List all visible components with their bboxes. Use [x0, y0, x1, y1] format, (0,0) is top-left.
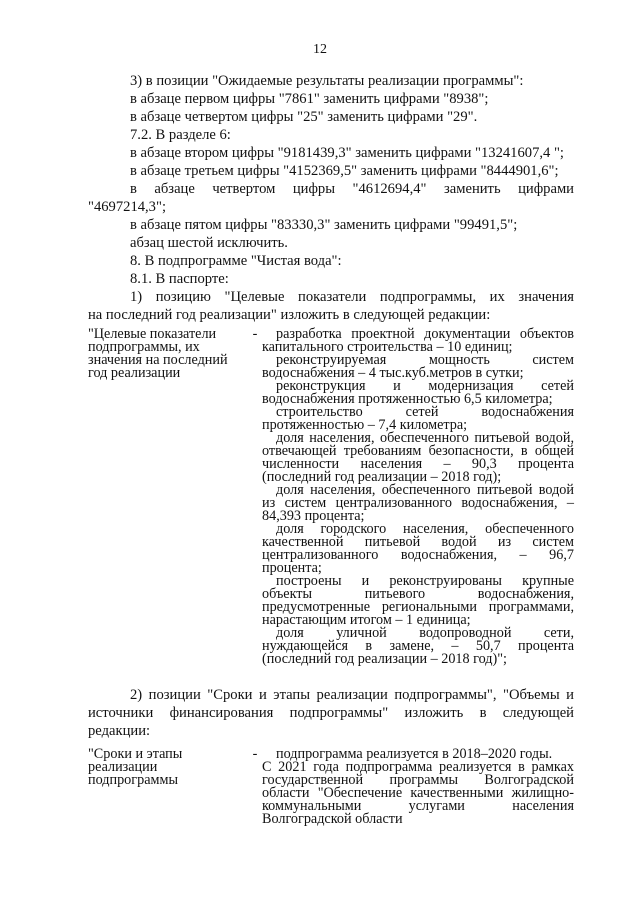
list-item: реконструкция и модернизация сетей водоснабжения протяженностью 6,5 километра; [262, 378, 574, 407]
list-item: доля городского населения, обеспеченного качественной питьевой водой из систем централизованного водоснабжения, – 96,7 процента; [262, 521, 574, 576]
paragraph: "4697214,3"; [88, 199, 166, 215]
table-passport-targets [88, 328, 574, 666]
list-item: реконструируемая мощность систем водоснабжения – 4 тыс.куб.метров в сутки; [262, 352, 574, 381]
list-item: доля уличной водопроводной сети, нуждающейся в замене, – 50,7 процента (последний год реализации – 2018 год)"; [262, 625, 574, 667]
table-dash: - [252, 746, 258, 762]
list-item: подпрограмма реализуется в 2018–2020 годы. [276, 746, 553, 762]
table-label: "Сроки и этапы реализации подпрограммы [88, 746, 183, 788]
table-label: "Целевые показатели подпрограммы, их значения на последний год реализации [88, 326, 228, 381]
table-dash: - [252, 326, 258, 342]
document-body [88, 72, 574, 826]
paragraph: на последний год реализации" изложить в следующей редакции: [88, 307, 491, 323]
list-item: строительство сетей водоснабжения протяженностью – 7,4 километра; [262, 404, 574, 433]
list-item: построены и реконструированы крупные объекты питьевого водоснабжения, предусмотренные региональными программами, нарастающим итогом – 1 единица; [262, 573, 574, 628]
table-content [262, 328, 574, 666]
table-passport-terms [88, 748, 574, 826]
paragraph: абзац шестой исключить. [130, 235, 288, 251]
list-item: доля населения, обеспеченного питьевой водой из систем централизованного водоснабжения, – 84,393 процента; [262, 482, 574, 524]
page-number: 12 [313, 42, 327, 57]
paragraph: 2) позиции "Сроки и этапы реализации подпрограммы", "Объемы и источники финансирования подпрограммы" изложить в следующей редакции: [88, 687, 574, 739]
paragraph: в абзаце втором цифры "9181439,3" заменить цифрами "13241607,4 "; [130, 145, 564, 161]
paragraph: 7.2. В разделе 6: [130, 127, 231, 143]
list-item: С 2021 года подпрограмма реализуется в рамках государственной программы Волгоградской области "Обеспечение качественными жилищно-коммунальными услугами населения Волгоградской области [262, 759, 574, 827]
paragraph: 1) позицию "Целевые показатели подпрограммы, их значения [130, 289, 574, 305]
paragraph: 8. В подпрограмме "Чистая вода": [130, 253, 342, 269]
paragraph: в абзаце четвертом цифры "25" заменить цифрами "29". [130, 109, 478, 125]
paragraph: 3) в позиции "Ожидаемые результаты реализации программы": [130, 73, 524, 89]
paragraph: в абзаце первом цифры "7861" заменить цифрами "8938"; [130, 91, 489, 107]
paragraph: в абзаце третьем цифры "4152369,5" заменить цифрами "8444901,6"; [130, 163, 559, 179]
list-item: доля населения, обеспеченного питьевой водой, отвечающей требованиям безопасности, в общей численности населения – 90,3 процента (последний год реализации – 2018 год); [262, 430, 574, 485]
table-content [262, 748, 574, 826]
paragraph: в абзаце четвертом цифры "4612694,4" заменить цифрами [130, 181, 574, 197]
paragraph: 8.1. В паспорте: [130, 271, 229, 287]
paragraph: в абзаце пятом цифры "83330,3" заменить цифрами "99491,5"; [130, 217, 518, 233]
list-item: разработка проектной документации объектов капитального строительства – 10 единиц; [262, 326, 574, 355]
